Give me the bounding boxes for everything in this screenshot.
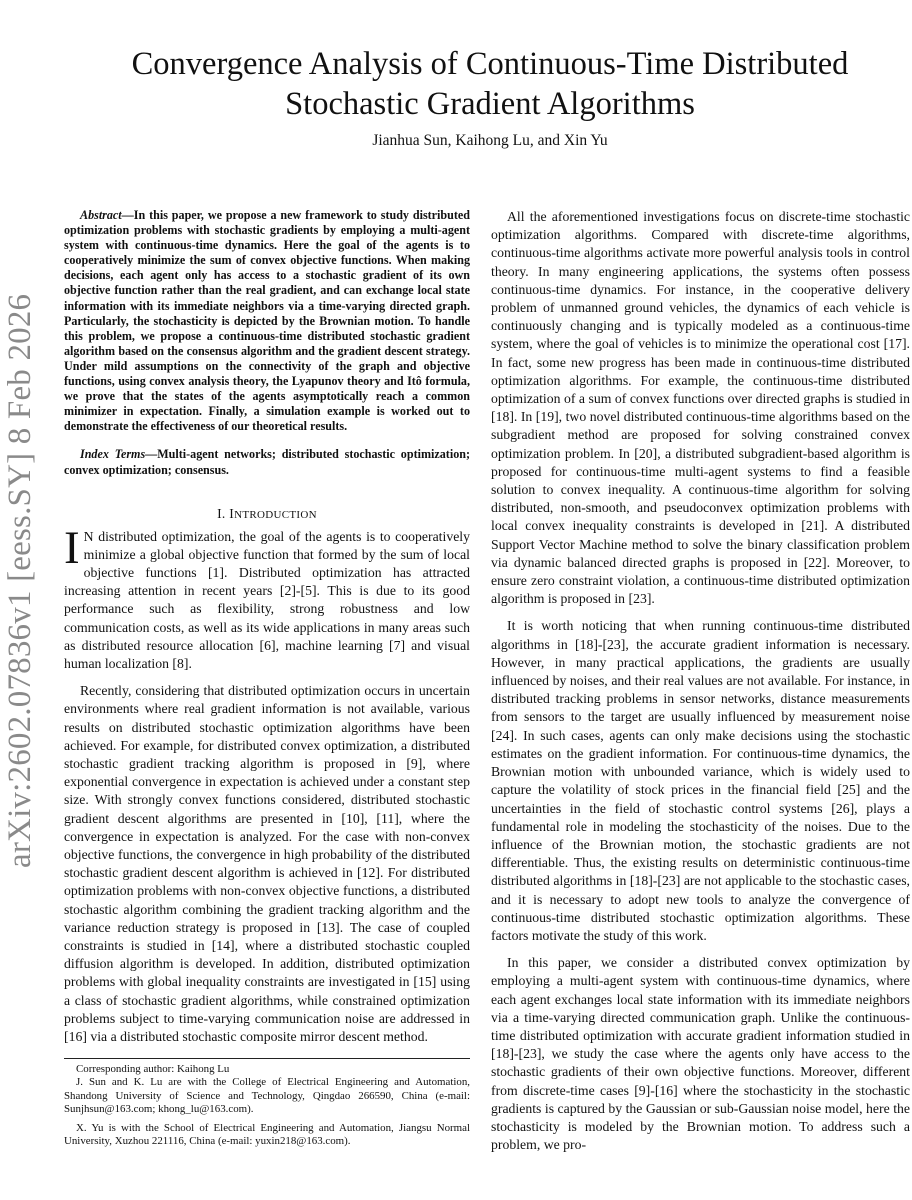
arxiv-identifier-stamp: arXiv:2602.07836v1 [eess.SY] 8 Feb 2026 xyxy=(2,293,38,868)
right-column xyxy=(491,208,910,1154)
intro-paragraph-1 xyxy=(64,521,470,674)
index-terms-text: —Multi-agent networks; distributed stochastic optimization; convex optimization; consensus. xyxy=(64,447,470,477)
footnote-affiliation-1: J. Sun and K. Lu are with the College of Electrical Engineering and Automation, Shandong University of Science and Technology, Qingdao 266590, China (e-mail: Sunjhsun@163.com; khong_lu@163.com). xyxy=(64,1076,470,1116)
left-column xyxy=(64,208,470,1046)
index-terms xyxy=(64,447,470,477)
footnote-corresponding-author: Corresponding author: Kaihong Lu xyxy=(76,1063,230,1075)
abstract-label: Abstract xyxy=(80,208,122,222)
drop-cap: I xyxy=(64,521,80,574)
abstract xyxy=(64,208,470,434)
title-line-2: Stochastic Gradient Algorithms xyxy=(285,86,695,122)
author-list: Jianhua Sun, Kaihong Lu, and Xin Yu xyxy=(372,132,608,149)
index-terms-label: Index Terms xyxy=(80,447,146,462)
right-paragraph-3: In this paper, we consider a distributed convex optimization by employing a multi-agent system with continuous-time dynamics, where each agent exchanges local state information with its immediate neighbors via a time-varying directed communication graph. Unlike the continuous-time distributed optimization with accurate gradient information studied in [18]-[23], we study the case where the agents only have access to the stochastic gradients of their own objective functions. Moreover, different from discrete-time cases [9]-[16] where the stochasticity in the stochastic gradients is captured by the Gaussian or sub-Gaussian noise model, here the stochasticity is modeled by the Brownian motion. To address such a problem, we pro- xyxy=(491,955,910,1153)
footnotes xyxy=(64,1058,470,1148)
paper-title xyxy=(60,44,912,124)
footnote-affiliation-2: X. Yu is with the School of Electrical Engineering and Automation, Jiangsu Normal University, Xuzhou 221116, China (e-mail: yuxin218@163.com). xyxy=(64,1121,470,1148)
section-title-initial: I xyxy=(229,505,235,521)
abstract-text: —In this paper, we propose a new framework to study distributed optimization problems with stochastic gradients by employing a multi-agent system with continuous-time dynamics. Here the goal of the agents is to cooperatively minimize the sum of convex objective functions. When making decisions, each agent only has access to a stochastic gradient of its own objective function rather than the real gradient, and can exchange local state information with its immediate neighbors via a time-varying directed graph. Particularly, the stochasticity is depicted by the Brownian motion. To handle this problem, we propose a continuous-time distributed stochastic gradient algorithm based on the consensus algorithm and the gradient descent strategy. Under mild assumptions on the connectivity of the graph and objective functions, using convex analysis theory, the Lyapunov theory and Itô formula, we prove that the states of the agents asymptotically reach a common minimizer in expectation. Finally, a simulation example is worked out to demonstrate the effectiveness of our theoretical results. xyxy=(64,208,470,434)
section-title-rest: NTRODUCTION xyxy=(234,508,317,521)
section-number: I. xyxy=(217,505,230,521)
section-heading-introduction xyxy=(64,506,470,522)
title-line-1: Convergence Analysis of Continuous-Time Distributed xyxy=(131,46,849,82)
intro-paragraph-1-text: N distributed optimization, the goal of the agents is to cooperatively minimize a global objective function that formed by the sum of local objective functions [1]. Distributed optimization has attracted increasing attention in recent years [2]-[5]. This is due to its good performance such as flexibility, strong robustness and low communication costs, as well as its wide applications in many areas such as distributed resource allocation [6], machine learning [7] and visual human localization [8]. xyxy=(64,528,470,672)
right-paragraph-2: It is worth noticing that when running continuous-time distributed algorithms in [18]-[23], the accurate gradient information is necessary. However, in many practical applications, the gradients are usually influenced by noises, and their real values are not available. For instance, in distributed tracking problems in sensor networks, distance measurements from sensors to the target are usually influenced by measurement noise [24]. In such cases, agents can only make decisions using the stochastic estimates on the gradient information. For continuous-time dynamics, the Brownian motion with unbounded variance, which is widely used to capture the volatility of stock prices in the financial field [25] and the uncertainties in the field of stochastic control systems [26], plays a fundamental role in modeling the stochasticity of the noises. Due to the influence of the Brownian motion, the stochastic gradients are not differentiable. Thus, the existing results on deterministic continuous-time distributed algorithms in [18]-[23] are not applicable to the stochastic cases, and it is necessary to adopt new tools to analyze the convergence of continuous-time distributed stochastic optimization algorithms. These factors motivate the study of this work. xyxy=(491,618,910,943)
intro-paragraph-2: Recently, considering that distributed optimization occurs in uncertain environments where real gradient information is not available, various results on distributed stochastic optimization algorithms have been achieved. For example, for distributed convex optimization, a distributed stochastic gradient tracking algorithm is proposed in [9], where exponential convergence in expectation is achieved under a constant step size. With strongly convex functions considered, distributed stochastic gradient descent algorithms are presented in [10], [11], where the convergence in expectation is analyzed. For the case with non-convex objective functions, the convergence in high probability of the distributed stochastic gradient descent algorithm is achieved in [12]. For distributed optimization problems with non-convex objective functions, a distributed stochastic algorithm combining the gradient tracking algorithm and the variance reduction strategy is proposed in [13]. The case of coupled constraints is studied in [14], where a distributed stochastic coupled diffusion algorithm is developed. In addition, distributed optimization problems with global inequality constraints are investigated in [15] using a class of stochastic gradient algorithms, while constrained optimization problems subject to time-varying communication noise are addressed in [16] via a distributed stochastic composite mirror descent method. xyxy=(64,683,470,1045)
right-paragraph-1: All the aforementioned investigations focus on discrete-time stochastic optimization algorithms. Compared with discrete-time algorithms, continuous-time algorithms activate more powerful analysis tools in control theory. In many engineering applications, the systems often possess continuous-time dynamics. For instance, in the cooperative delivery problem of unmanned ground vehicles, the dynamics of each vehicle is continuously changing and is typically modeled as a continuous-time system, where the goal of vehicles is to minimize the operational cost [17]. In fact, some new progress has been made in continuous-time distributed optimization algorithms. For example, the continuous-time distributed optimization of a sum of convex functions over directed graphs is studied in [18]. In [19], two novel distributed continuous-time algorithms based on the subgradient method are proposed for solving constrained convex optimization problem. In [20], a distributed subgradient-based algorithm is proposed for continuous-time multi-agent systems to find a feasible solution to convex inequality. A continuous-time algorithm for solving distributed, non-smooth, and pseudoconvex optimization problems with local convex inequality constraints is developed in [21]. A distributed Support Vector Machine method to solve the binary classification problem via dynamic balanced directed graphs is proposed in [22]. Moreover, to ensure zero constraint violation, a continuous-time distributed optimization algorithm is proposed in [23]. xyxy=(491,209,910,607)
